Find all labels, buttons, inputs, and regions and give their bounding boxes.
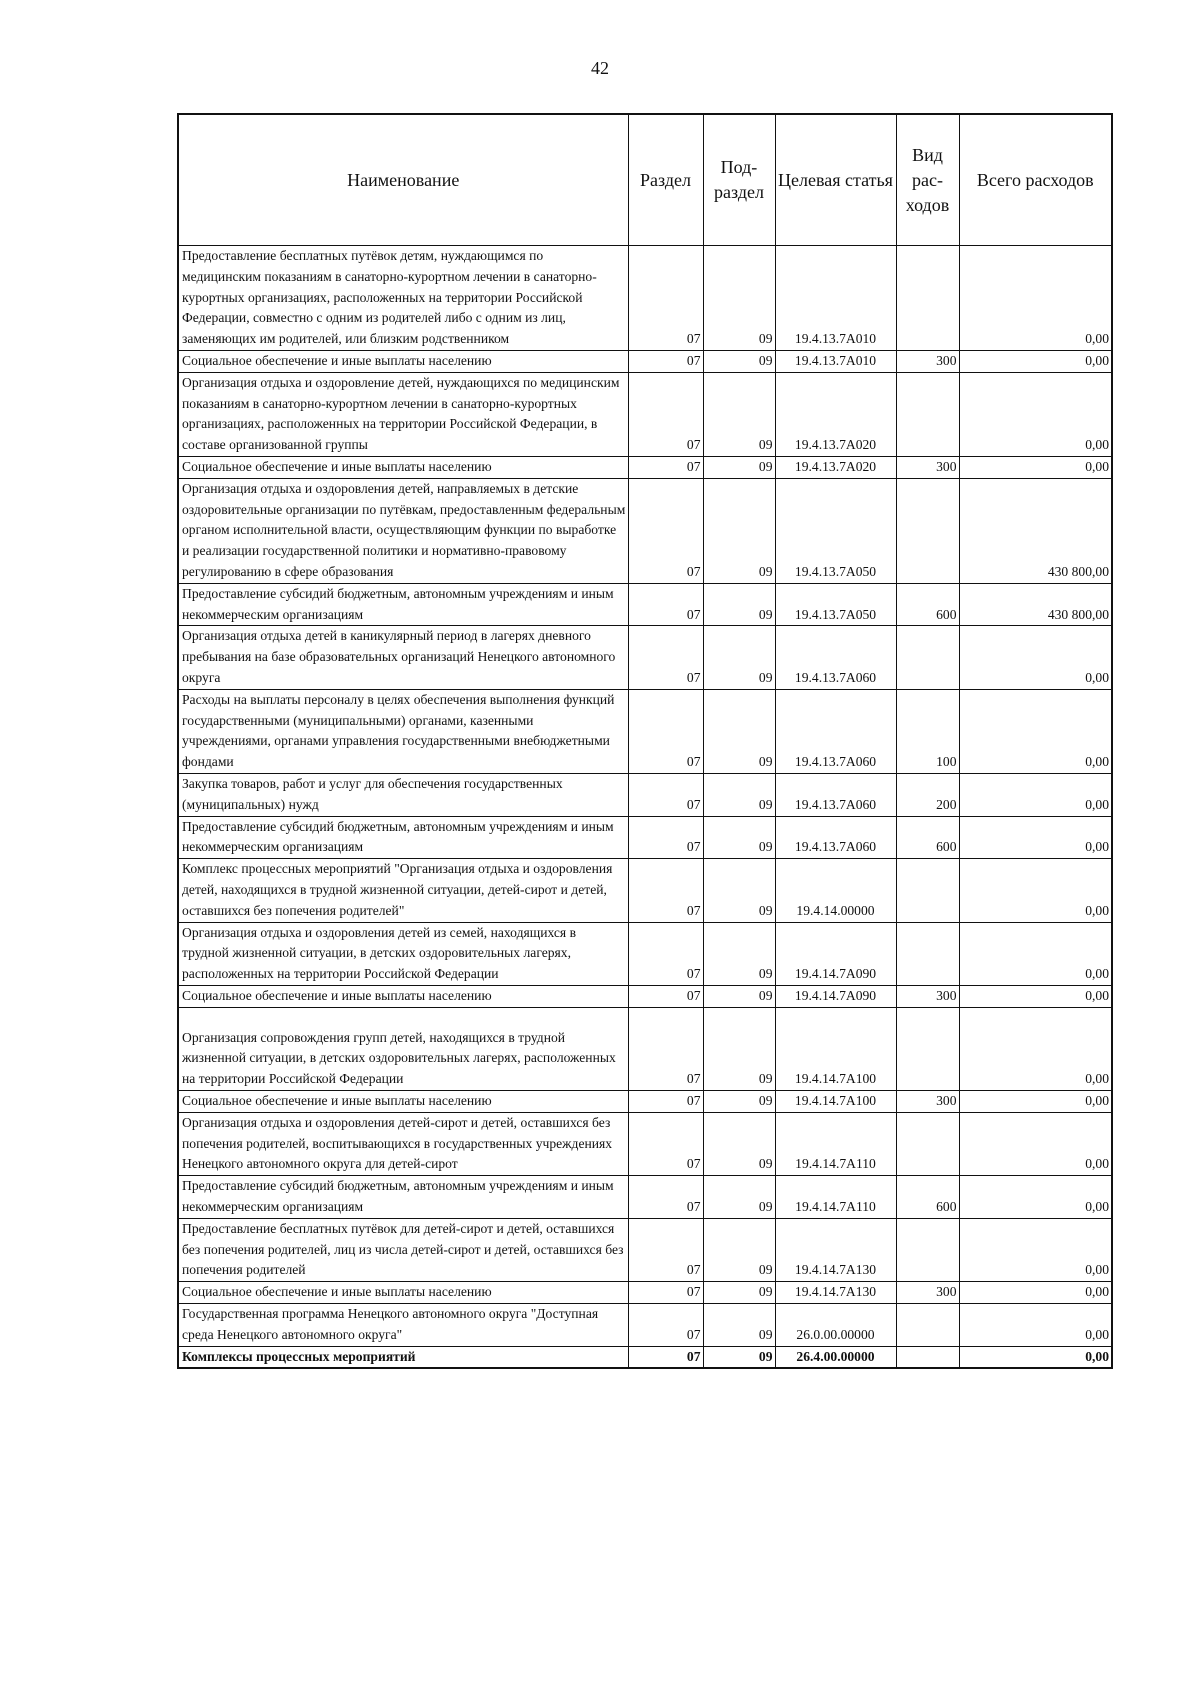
table-row xyxy=(178,626,1112,689)
row-subsection: 09 xyxy=(703,350,775,372)
table-row xyxy=(178,1091,1112,1113)
header-total: Всего расходов xyxy=(959,114,1112,246)
row-target: 19.4.14.7А130 xyxy=(775,1218,896,1281)
row-kind: 600 xyxy=(896,583,959,626)
row-target: 19.4.14.7А090 xyxy=(775,922,896,985)
row-name: Расходы на выплаты персоналу в целях обеспечения выполнения функций государственными (муниципальными) органами, казенными учреждениями, органами управления государственными внебюджетными фондами xyxy=(178,689,628,773)
row-target: 19.4.13.7А050 xyxy=(775,478,896,583)
row-kind xyxy=(896,1304,959,1347)
row-total: 0,00 xyxy=(959,1091,1112,1113)
row-subsection: 09 xyxy=(703,816,775,859)
row-subsection: 09 xyxy=(703,985,775,1007)
row-section: 07 xyxy=(628,1282,703,1304)
row-name: Организация отдыха и оздоровления детей-сирот и детей, оставшихся без попечения родителей, воспитывающихся в государственных учреждениях Ненецкого автономного округа для детей-сирот xyxy=(178,1112,628,1175)
row-name: Организация отдыха и оздоровления детей из семей, находящихся в трудной жизненной ситуации, в детских оздоровительных лагерях, расположенных на территории Российской Федерации xyxy=(178,922,628,985)
row-section: 07 xyxy=(628,246,703,351)
row-name xyxy=(178,1007,628,1090)
row-target: 19.4.13.7А020 xyxy=(775,372,896,456)
table-row xyxy=(178,372,1112,456)
row-name: Организация отдыха и оздоровления детей, направляемых в детские оздоровительные организации по путёвкам, предоставленным федеральным органом исполнительной власти, осуществляющим функции по выработке и реализации государственной политики и нормативно-правовому регулированию в сфере образования xyxy=(178,478,628,583)
row-section: 07 xyxy=(628,626,703,689)
row-total: 0,00 xyxy=(959,985,1112,1007)
row-total: 0,00 xyxy=(959,350,1112,372)
row-subsection: 09 xyxy=(703,1218,775,1281)
row-name: Закупка товаров, работ и услуг для обеспечения государственных (муниципальных) нужд xyxy=(178,773,628,816)
row-kind: 300 xyxy=(896,985,959,1007)
row-total: 0,00 xyxy=(959,922,1112,985)
table-row xyxy=(178,1218,1112,1281)
row-name: Организация отдыха и оздоровление детей, нуждающихся по медицинским показаниям в санаторно-курортном лечении в санаторно-курортных организациях, расположенных на территории Российской Федерации, в составе организованной группы xyxy=(178,372,628,456)
row-kind: 300 xyxy=(896,350,959,372)
row-subsection: 09 xyxy=(703,859,775,922)
row-kind xyxy=(896,1218,959,1281)
row-target: 19.4.14.7А100 xyxy=(775,1007,896,1090)
row-name: Предоставление бесплатных путёвок детям, нуждающимся по медицинским показаниям в санаторно-курортном лечении в санаторно-курортных организациях, расположенных на территории Российской Федерации, совместно с одним из родителей либо с одним из лиц, заменяющих им родителей, или близким родственником xyxy=(178,246,628,351)
row-section: 07 xyxy=(628,478,703,583)
table-row xyxy=(178,478,1112,583)
table-row xyxy=(178,1176,1112,1219)
row-name: Социальное обеспечение и иные выплаты населению xyxy=(178,985,628,1007)
row-total: 0,00 xyxy=(959,1007,1112,1090)
row-name-text: Организация сопровождения групп детей, находящихся в трудной жизненной ситуации, в детских оздоровительных лагерях, расположенных на территории Российской Федерации xyxy=(182,1029,616,1087)
row-name: Предоставление бесплатных путёвок для детей-сирот и детей, оставшихся без попечения родителей, лиц из числа детей-сирот и детей, оставшихся без попечения родителей xyxy=(178,1218,628,1281)
row-name: Социальное обеспечение и иные выплаты населению xyxy=(178,456,628,478)
row-section: 07 xyxy=(628,456,703,478)
row-subsection: 09 xyxy=(703,478,775,583)
row-subsection: 09 xyxy=(703,246,775,351)
row-kind xyxy=(896,626,959,689)
row-section: 07 xyxy=(628,372,703,456)
row-total: 0,00 xyxy=(959,773,1112,816)
row-section: 07 xyxy=(628,922,703,985)
row-section: 07 xyxy=(628,1346,703,1368)
row-kind: 300 xyxy=(896,456,959,478)
row-total: 0,00 xyxy=(959,456,1112,478)
row-subsection: 09 xyxy=(703,1091,775,1113)
expenditure-table xyxy=(177,113,1113,1369)
row-total: 430 800,00 xyxy=(959,583,1112,626)
row-kind xyxy=(896,1346,959,1368)
table-row xyxy=(178,922,1112,985)
row-target: 19.4.14.00000 xyxy=(775,859,896,922)
row-kind xyxy=(896,859,959,922)
row-target: 26.4.00.00000 xyxy=(775,1346,896,1368)
row-subsection: 09 xyxy=(703,1112,775,1175)
header-name: Наименование xyxy=(178,114,628,246)
row-total: 0,00 xyxy=(959,816,1112,859)
table-row xyxy=(178,689,1112,773)
row-name: Предоставление субсидий бюджетным, автономным учреждениям и иным некоммерческим организациям xyxy=(178,816,628,859)
row-kind xyxy=(896,478,959,583)
row-total: 0,00 xyxy=(959,1346,1112,1368)
row-target: 19.4.13.7А050 xyxy=(775,583,896,626)
row-kind xyxy=(896,372,959,456)
header-target: Целевая статья xyxy=(775,114,896,246)
row-kind: 300 xyxy=(896,1282,959,1304)
table-body xyxy=(178,246,1112,1369)
row-section: 07 xyxy=(628,583,703,626)
row-section: 07 xyxy=(628,1218,703,1281)
row-target: 19.4.13.7А010 xyxy=(775,246,896,351)
table-row xyxy=(178,985,1112,1007)
row-kind: 200 xyxy=(896,773,959,816)
table-row xyxy=(178,1007,1112,1090)
row-subsection: 09 xyxy=(703,1304,775,1347)
table-row xyxy=(178,773,1112,816)
row-section: 07 xyxy=(628,773,703,816)
table-row xyxy=(178,456,1112,478)
row-name: Социальное обеспечение и иные выплаты населению xyxy=(178,350,628,372)
row-kind xyxy=(896,246,959,351)
row-total: 0,00 xyxy=(959,372,1112,456)
row-kind: 600 xyxy=(896,816,959,859)
row-target: 19.4.13.7А060 xyxy=(775,773,896,816)
header-kind: Вид рас- ходов xyxy=(896,114,959,246)
row-target: 19.4.13.7А060 xyxy=(775,689,896,773)
row-total: 0,00 xyxy=(959,689,1112,773)
table-row xyxy=(178,350,1112,372)
row-subsection: 09 xyxy=(703,1346,775,1368)
row-total: 0,00 xyxy=(959,1282,1112,1304)
row-total: 0,00 xyxy=(959,1112,1112,1175)
row-section: 07 xyxy=(628,350,703,372)
row-name: Социальное обеспечение и иные выплаты населению xyxy=(178,1282,628,1304)
row-kind: 300 xyxy=(896,1091,959,1113)
row-subsection: 09 xyxy=(703,1007,775,1090)
row-name: Социальное обеспечение и иные выплаты населению xyxy=(178,1091,628,1113)
table-header-row xyxy=(178,114,1112,246)
row-target: 19.4.14.7А090 xyxy=(775,985,896,1007)
table-row xyxy=(178,859,1112,922)
row-target: 19.4.14.7А110 xyxy=(775,1176,896,1219)
row-name: Комплексы процессных мероприятий xyxy=(178,1346,628,1368)
row-target: 19.4.14.7А130 xyxy=(775,1282,896,1304)
row-subsection: 09 xyxy=(703,773,775,816)
table-row xyxy=(178,1112,1112,1175)
row-kind: 100 xyxy=(896,689,959,773)
row-name: Комплекс процессных мероприятий "Организация отдыха и оздоровления детей, находящихся в трудной жизненной ситуации, детей-сирот и детей, оставшихся без попечения родителей" xyxy=(178,859,628,922)
row-target: 19.4.13.7А060 xyxy=(775,626,896,689)
row-name: Государственная программа Ненецкого автономного округа "Доступная среда Ненецкого автономного округа" xyxy=(178,1304,628,1347)
row-target: 19.4.13.7А020 xyxy=(775,456,896,478)
row-section: 07 xyxy=(628,1112,703,1175)
row-name: Предоставление субсидий бюджетным, автономным учреждениям и иным некоммерческим организациям xyxy=(178,583,628,626)
row-name: Предоставление субсидий бюджетным, автономным учреждениям и иным некоммерческим организациям xyxy=(178,1176,628,1219)
row-target: 19.4.13.7А010 xyxy=(775,350,896,372)
row-target: 26.0.00.00000 xyxy=(775,1304,896,1347)
row-section: 07 xyxy=(628,689,703,773)
table-row xyxy=(178,1282,1112,1304)
table-row xyxy=(178,816,1112,859)
row-section: 07 xyxy=(628,1091,703,1113)
row-total: 0,00 xyxy=(959,246,1112,351)
row-subsection: 09 xyxy=(703,456,775,478)
row-target: 19.4.13.7А060 xyxy=(775,816,896,859)
row-section: 07 xyxy=(628,1304,703,1347)
row-kind: 600 xyxy=(896,1176,959,1219)
row-section: 07 xyxy=(628,816,703,859)
row-target: 19.4.14.7А110 xyxy=(775,1112,896,1175)
row-subsection: 09 xyxy=(703,626,775,689)
row-total: 0,00 xyxy=(959,859,1112,922)
row-total: 0,00 xyxy=(959,1218,1112,1281)
row-subsection: 09 xyxy=(703,1282,775,1304)
row-total: 430 800,00 xyxy=(959,478,1112,583)
row-total: 0,00 xyxy=(959,626,1112,689)
row-kind xyxy=(896,922,959,985)
header-subsection: Под- раздел xyxy=(703,114,775,246)
table-row-bold xyxy=(178,1346,1112,1368)
row-subsection: 09 xyxy=(703,372,775,456)
row-target: 19.4.14.7А100 xyxy=(775,1091,896,1113)
table-row xyxy=(178,246,1112,351)
row-subsection: 09 xyxy=(703,1176,775,1219)
table-row xyxy=(178,583,1112,626)
row-total: 0,00 xyxy=(959,1304,1112,1347)
page-number: 42 xyxy=(591,58,609,78)
row-section: 07 xyxy=(628,985,703,1007)
row-section: 07 xyxy=(628,1007,703,1090)
header-section: Раздел xyxy=(628,114,703,246)
row-name: Организация отдыха детей в каникулярный период в лагерях дневного пребывания на базе образовательных организаций Ненецкого автономного округа xyxy=(178,626,628,689)
row-kind xyxy=(896,1007,959,1090)
table-row xyxy=(178,1304,1112,1347)
row-total: 0,00 xyxy=(959,1176,1112,1219)
row-section: 07 xyxy=(628,1176,703,1219)
row-kind xyxy=(896,1112,959,1175)
row-subsection: 09 xyxy=(703,922,775,985)
row-section: 07 xyxy=(628,859,703,922)
row-subsection: 09 xyxy=(703,689,775,773)
row-subsection: 09 xyxy=(703,583,775,626)
